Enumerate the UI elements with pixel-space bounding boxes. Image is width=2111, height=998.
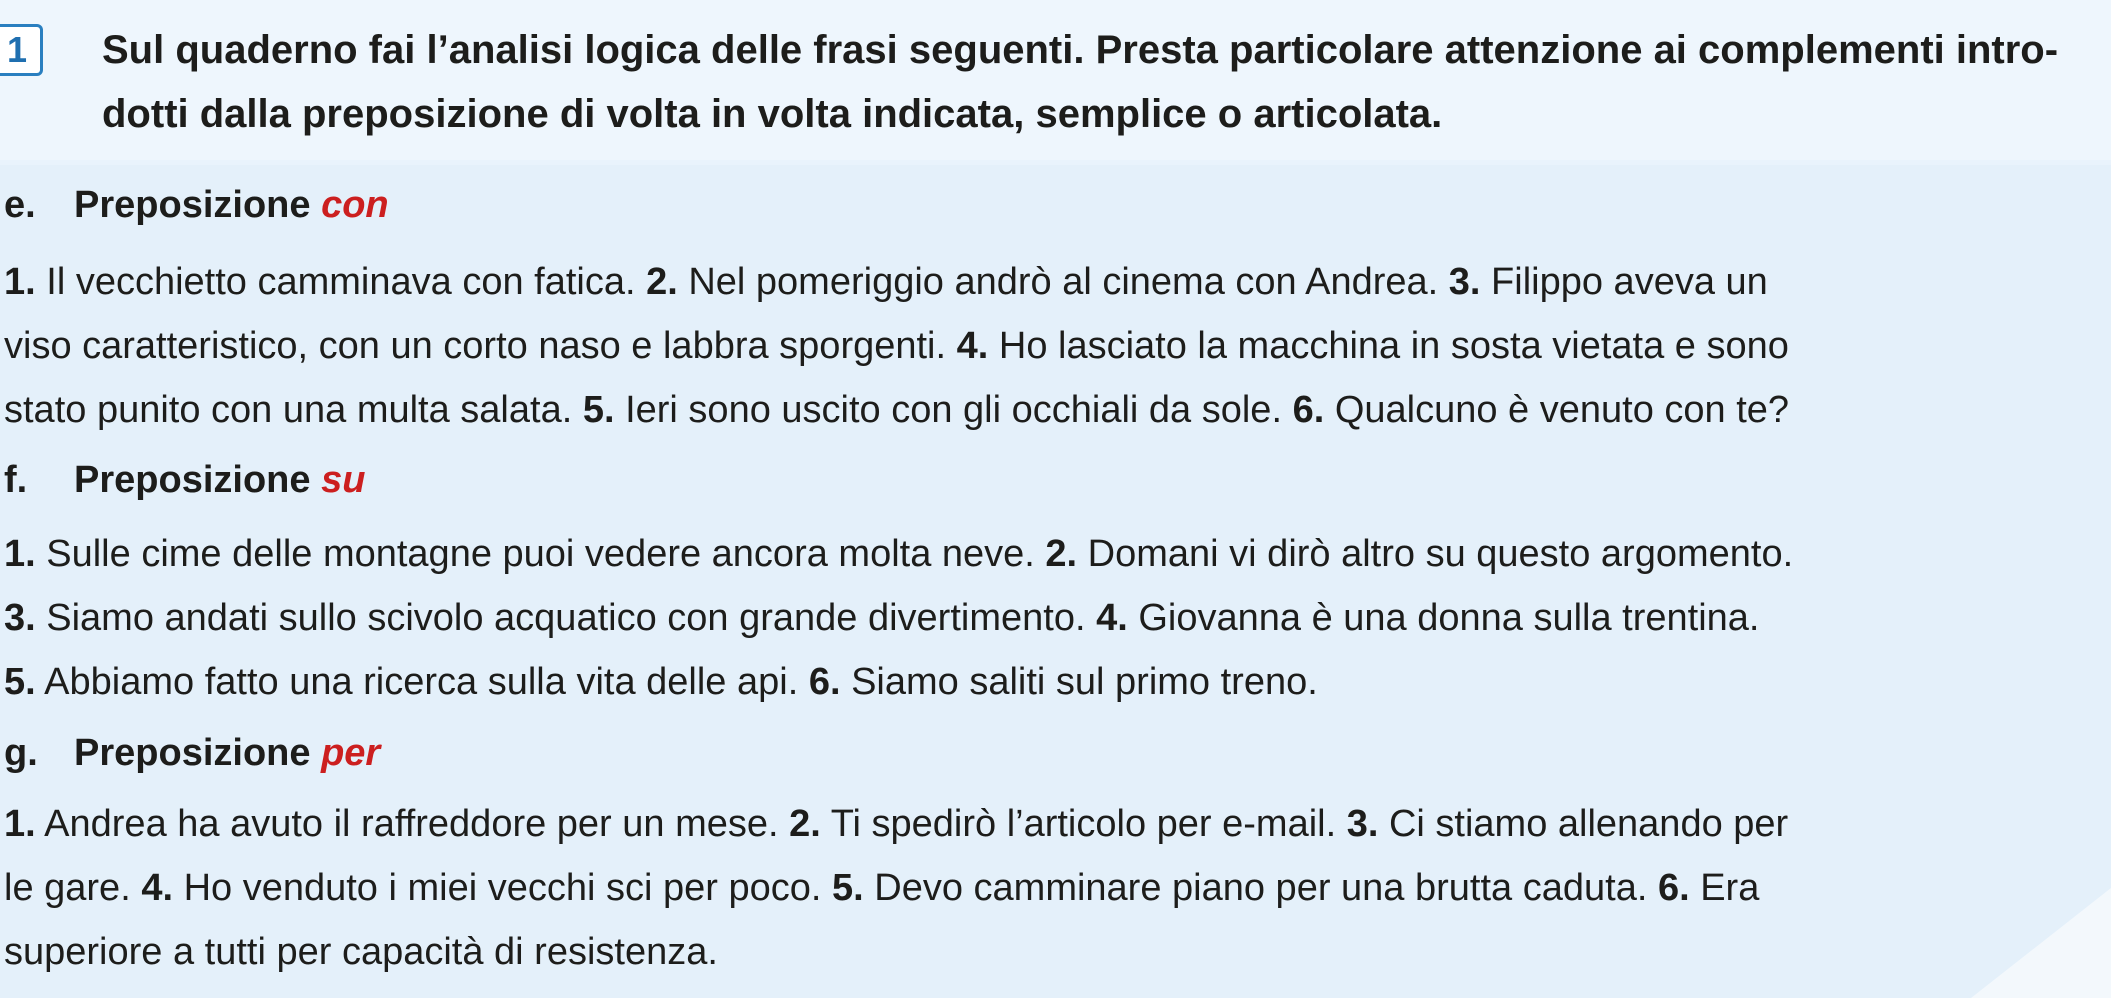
sentence-text: Andrea ha avuto il raffreddore per un mese. [35,803,790,845]
section-letter: g. [4,732,38,774]
sentence-number: 5. [582,389,615,431]
instruction-line-1: Sul quaderno fai l’analisi logica delle frasi seguenti. Presta particolare attenzione ai complementi intro- [102,28,2059,72]
sentence-number: 6. [1657,867,1690,909]
section-letter: e. [4,184,36,226]
sentence-line [4,586,2104,650]
section-heading-g [4,728,380,778]
sentence-text: Ti spedirò l’articolo per e-mail. [820,803,1347,845]
sentence-line [4,522,2104,586]
section-letter: f. [4,459,28,501]
sentence-text: Ho lasciato la macchina in sosta vietata e sono [988,325,1789,367]
sentence-number: 4. [956,325,989,367]
sentence-line [4,314,2104,378]
section-heading-e [4,180,389,230]
section-heading-f [4,455,365,505]
sentence-text: le gare. [4,867,142,909]
sentence-text: viso caratteristico, con un corto naso e labbra sporgenti. [4,325,957,367]
sentence-text: Siamo saliti sul primo treno. [840,661,1318,703]
sentence-number: 2. [1045,533,1078,575]
sentence-text: Nel pomeriggio andrò al cinema con Andrea. [677,261,1449,303]
exercise-instruction [102,18,2111,146]
sentence-line [4,378,2104,442]
sentence-number: 1. [4,803,36,845]
sentence-text: Siamo andati sullo scivolo acquatico con grande divertimento. [35,597,1097,639]
sentence-number: 1. [4,533,36,575]
sentence-line [4,856,2104,920]
sentence-number: 2. [646,261,678,303]
instruction-line-2: dotti dalla preposizione di volta in volta indicata, semplice o articolata. [102,92,1443,136]
sentence-number: 4. [141,867,174,909]
sentence-number: 5. [4,661,36,703]
section-preposition: su [321,459,366,501]
section-sentences-f [4,522,2104,714]
section-label: Preposizione [74,732,311,774]
section-sentences-g [4,792,2104,984]
sentence-number: 3. [1448,261,1481,303]
sentence-text: Filippo aveva un [1480,261,1768,303]
sentence-text: Ci stiamo allenando per [1378,803,1789,845]
sentence-text: Domani vi dirò altro su questo argomento. [1077,533,1794,575]
sentence-text: Abbiamo fatto una ricerca sulla vita delle api. [35,661,809,703]
sentence-number: 6. [1292,389,1325,431]
sentence-text: Devo camminare piano per una brutta caduta. [863,867,1658,909]
sentence-number: 6. [808,661,841,703]
section-preposition: per [321,732,381,774]
sentence-line [4,250,2104,314]
sentence-number: 5. [832,867,864,909]
sentence-text: superiore a tutti per capacità di resistenza. [4,931,718,973]
exercise-number-badge: 1 [0,24,43,76]
sentence-number: 1. [4,261,36,303]
sentence-text: Giovanna è una donna sulla trentina. [1127,597,1760,639]
sentence-number: 3. [4,597,36,639]
sentence-text: Sulle cime delle montagne puoi vedere ancora molta neve. [35,533,1046,575]
sentence-text: Il vecchietto camminava con fatica. [35,261,647,303]
section-label: Preposizione [74,459,311,501]
exercise-header [0,0,2111,160]
section-preposition: con [321,184,389,226]
sentence-number: 3. [1346,803,1379,845]
sentence-line [4,920,2104,984]
sentence-text: Ho venduto i miei vecchi sci per poco. [173,867,832,909]
sentence-text: Ieri sono uscito con gli occhiali da sole. [614,389,1293,431]
sentence-text: stato punito con una multa salata. [4,389,583,431]
sentence-text: Qualcuno è venuto con te? [1324,389,1790,431]
sentence-line [4,650,2104,714]
sentence-text: Era [1689,867,1760,909]
section-label: Preposizione [74,184,311,226]
sentence-line [4,792,2104,856]
sentence-number: 2. [789,803,821,845]
section-sentences-e [4,250,2104,442]
sentence-number: 4. [1096,597,1128,639]
